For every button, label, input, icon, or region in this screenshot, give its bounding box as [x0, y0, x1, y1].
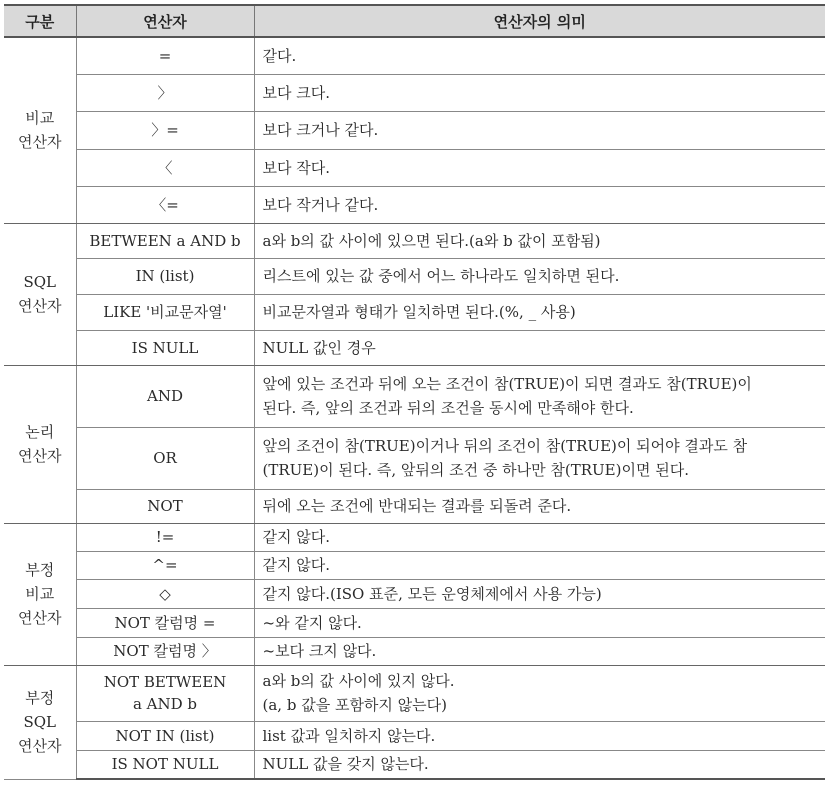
- operator-cell: NOT 칼럼명 =: [76, 608, 254, 637]
- meaning-cell: 같지 않다.: [254, 551, 825, 579]
- operator-cell: 〉=: [76, 111, 254, 149]
- meaning-cell: ~와 같지 않다.: [254, 608, 825, 637]
- meaning-cell: 앞에 있는 조건과 뒤에 오는 조건이 참(TRUE)이 되면 결과도 참(TRUE)이 된다. 즉, 앞의 조건과 뒤의 조건을 동시에 만족해야 한다.: [254, 365, 825, 427]
- category-cell: 부정 SQL 연산자: [4, 665, 76, 779]
- meaning-cell: NULL 값을 갖지 않는다.: [254, 750, 825, 779]
- header-row: [4, 5, 825, 37]
- table-row: [4, 111, 825, 149]
- header-meaning: 연산자의 의미: [254, 5, 825, 37]
- operator-cell: IS NOT NULL: [76, 750, 254, 779]
- table-row: [4, 223, 825, 258]
- operator-cell: IN (list): [76, 258, 254, 294]
- meaning-cell: 같지 않다.(ISO 표준, 모든 운영체제에서 사용 가능): [254, 579, 825, 608]
- table-row: [4, 258, 825, 294]
- table-row: [4, 186, 825, 223]
- meaning-cell: 앞의 조건이 참(TRUE)이거나 뒤의 조건이 참(TRUE)이 되어야 결과도 참 (TRUE)이 된다. 즉, 앞뒤의 조건 중 하나만 참(TRUE)이면 된다.: [254, 427, 825, 489]
- meaning-cell: list 값과 일치하지 않는다.: [254, 721, 825, 750]
- operator-cell: 〉: [76, 74, 254, 111]
- table-row: [4, 294, 825, 330]
- operator-cell: 〈: [76, 149, 254, 186]
- meaning-cell: 보다 작거나 같다.: [254, 186, 825, 223]
- operator-cell: ◇: [76, 579, 254, 608]
- operator-cell: NOT BETWEEN a AND b: [76, 665, 254, 721]
- meaning-cell: 같다.: [254, 37, 825, 74]
- table-row: [4, 489, 825, 523]
- operator-cell: AND: [76, 365, 254, 427]
- operator-cell: BETWEEN a AND b: [76, 223, 254, 258]
- table-row: [4, 427, 825, 489]
- meaning-cell: 보다 크다.: [254, 74, 825, 111]
- operator-cell: LIKE '비교문자열': [76, 294, 254, 330]
- table-row: [4, 665, 825, 721]
- meaning-cell: 비교문자열과 형태가 일치하면 된다.(%, _ 사용): [254, 294, 825, 330]
- table-row: [4, 579, 825, 608]
- meaning-cell: 같지 않다.: [254, 523, 825, 551]
- operator-cell: NOT 칼럼명 〉: [76, 637, 254, 665]
- meaning-cell: NULL 값인 경우: [254, 330, 825, 365]
- category-cell: SQL 연산자: [4, 223, 76, 365]
- operator-cell: NOT IN (list): [76, 721, 254, 750]
- meaning-cell: ~보다 크지 않다.: [254, 637, 825, 665]
- table-row: [4, 637, 825, 665]
- meaning-cell: 뒤에 오는 조건에 반대되는 결과를 되돌려 준다.: [254, 489, 825, 523]
- meaning-cell: 보다 작다.: [254, 149, 825, 186]
- category-cell: 논리 연산자: [4, 365, 76, 523]
- table-row: [4, 330, 825, 365]
- meaning-cell: a와 b의 값 사이에 있으면 된다.(a와 b 값이 포함됨): [254, 223, 825, 258]
- table-row: [4, 608, 825, 637]
- table-row: [4, 551, 825, 579]
- operator-cell: OR: [76, 427, 254, 489]
- category-cell: 비교 연산자: [4, 37, 76, 223]
- meaning-cell: 보다 크거나 같다.: [254, 111, 825, 149]
- operator-cell: !=: [76, 523, 254, 551]
- meaning-cell: 리스트에 있는 값 중에서 어느 하나라도 일치하면 된다.: [254, 258, 825, 294]
- table-row: [4, 721, 825, 750]
- table-row: [4, 74, 825, 111]
- operator-cell: IS NULL: [76, 330, 254, 365]
- category-cell: 부정 비교 연산자: [4, 523, 76, 665]
- operator-cell: NOT: [76, 489, 254, 523]
- table-row: [4, 37, 825, 74]
- meaning-cell: a와 b의 값 사이에 있지 않다. (a, b 값을 포함하지 않는다): [254, 665, 825, 721]
- operator-cell: 〈=: [76, 186, 254, 223]
- table-row: [4, 149, 825, 186]
- sql-operators-table: [4, 4, 825, 780]
- header-operator: 연산자: [76, 5, 254, 37]
- table-row: [4, 750, 825, 779]
- operator-cell: =: [76, 37, 254, 74]
- operator-cell: ^=: [76, 551, 254, 579]
- table-row: [4, 365, 825, 427]
- header-category: 구분: [4, 5, 76, 37]
- table-row: [4, 523, 825, 551]
